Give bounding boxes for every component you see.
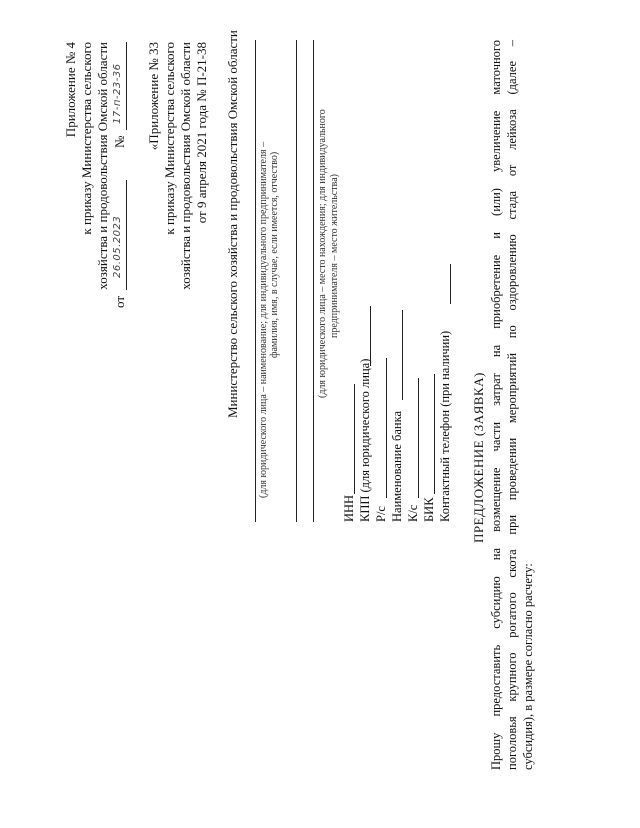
bik-line bbox=[434, 374, 435, 494]
document-title: ПРЕДЛОЖЕНИЕ (ЗАЯВКА) bbox=[471, 372, 486, 543]
applicant-name-line-2 bbox=[296, 40, 297, 522]
appendix-4-line2: хозяйства и продовольствия Омской области bbox=[95, 42, 110, 290]
appendix-33-line3: от 9 апреля 2021 года № П-21-38 bbox=[194, 42, 209, 224]
body-line-2: поголовья крупного рогатого скота при проведении мероприятий по оздоровлению стада от лейкоза (далее – bbox=[505, 40, 519, 770]
handwritten-date: 26.05.2023 bbox=[112, 215, 123, 278]
appendix-33-line2: хозяйства и продовольствия Омской области bbox=[178, 42, 193, 290]
applicant-name-line bbox=[255, 40, 256, 522]
appendix-4-num-label: № bbox=[112, 135, 127, 148]
phone-label: Контактный телефон (при наличии) bbox=[438, 330, 452, 522]
ks-line bbox=[418, 378, 419, 498]
kpp-label: КПП (для юридического лица) bbox=[358, 358, 372, 522]
hint-name-1: (для юридического лица – наименование; для индивидуального предпринимателя – bbox=[258, 141, 269, 498]
body-line-1: Прошу предоставить субсидию на возмещение части затрат на приобретение и (или) увеличение маточного bbox=[489, 40, 503, 770]
kpp-line bbox=[370, 306, 371, 366]
appendix-4-line1: к приказу Министерства сельского bbox=[79, 42, 94, 235]
rs-label: Р/с bbox=[374, 506, 388, 522]
appendix-33-line1: к приказу Министерства сельского bbox=[162, 42, 177, 235]
hint-address-1: (для юридического лица – место нахождения; для индивидуального bbox=[317, 109, 328, 398]
rs-line bbox=[386, 358, 387, 498]
handwritten-number: 17-п-23-36 bbox=[112, 63, 123, 124]
number-underline bbox=[126, 42, 127, 130]
address-line bbox=[313, 40, 314, 522]
bik-label: БИК bbox=[422, 497, 436, 522]
hint-address-2: предпринимателя – место жительства) bbox=[329, 174, 340, 338]
inn-label: ИНН bbox=[342, 494, 356, 522]
ks-label: К/с bbox=[406, 504, 420, 522]
date-underline bbox=[126, 180, 127, 290]
appendix-4-from-label: от bbox=[112, 295, 127, 308]
appendix-4-title: Приложение № 4 bbox=[63, 42, 78, 138]
bank-line bbox=[402, 310, 403, 400]
phone-line bbox=[450, 264, 451, 304]
hint-name-2: фамилия, имя, в случае, если имеется, отчество) bbox=[269, 151, 280, 358]
recipient-ministry: Министерство сельского хозяйства и продовольствия Омской области bbox=[225, 30, 240, 418]
body-line-3: субсидия), в размере согласно расчету: bbox=[521, 563, 535, 770]
appendix-33-title: «Приложение № 33 bbox=[146, 42, 161, 151]
bank-label: Наименование банка bbox=[390, 410, 404, 522]
inn-line bbox=[354, 384, 355, 494]
